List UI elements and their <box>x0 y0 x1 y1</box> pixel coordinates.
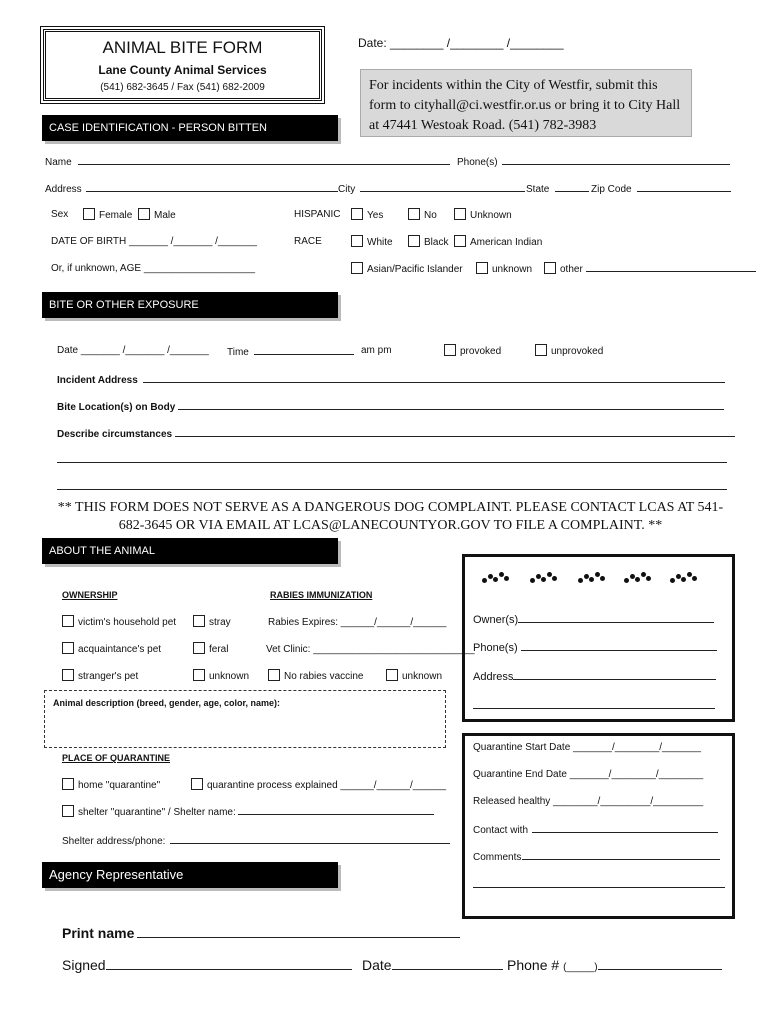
name-line[interactable] <box>78 155 450 165</box>
owner-field[interactable] <box>473 613 714 626</box>
paw-print-icon <box>530 572 556 586</box>
paw-print-icon <box>670 572 696 586</box>
bite-time-line[interactable] <box>254 345 354 355</box>
race-white-checkbox[interactable] <box>351 235 363 247</box>
incident-address-field[interactable] <box>57 373 725 386</box>
shelter-address-field[interactable] <box>62 834 450 847</box>
race-other-line[interactable] <box>586 262 756 272</box>
ownership-stray-checkbox[interactable] <box>193 615 205 627</box>
sex-female-checkbox[interactable] <box>83 208 95 220</box>
ownership-feral-label: feral <box>209 644 229 655</box>
dangerous-dog-warning: ** THIS FORM DOES NOT SERVE AS A DANGEROUS DOG COMPLAINT. PLEASE CONTACT LCAS AT 541-682-3645 OR VIA EMAIL AT LCAS@LANECOUNTYOR.GOV TO FILE A COMPLAINT. ** <box>57 500 724 533</box>
dob-field[interactable]: DATE OF BIRTH _______ /_______ /_______ <box>51 236 257 247</box>
address-field[interactable] <box>45 182 338 195</box>
owner-label: Owner(s) <box>473 614 519 626</box>
owner-phone-line[interactable] <box>521 641 717 651</box>
comments-field[interactable] <box>473 850 720 863</box>
owner-address-line[interactable] <box>513 670 716 680</box>
ownership-acquaintance-option[interactable] <box>62 642 161 655</box>
agency-contact: (541) 682-3645 / Fax (541) 682-2009 <box>100 82 265 93</box>
ownership-unknown-label: unknown <box>209 671 250 682</box>
signature-phone-field[interactable] <box>507 957 722 973</box>
bite-date-field[interactable]: Date _______ /_______ /_______ <box>57 345 209 356</box>
hispanic-no-label: No <box>424 210 437 221</box>
released-healthy-field[interactable]: Released healthy ________/_________/_________ <box>473 796 704 807</box>
paw-print-icon <box>578 572 604 586</box>
ownership-unknown-option[interactable] <box>193 669 249 682</box>
signature-phone-line[interactable] <box>598 957 722 970</box>
sex-male-label: Male <box>154 210 176 221</box>
owner-address-label: Address <box>473 671 514 683</box>
bite-location-field[interactable] <box>57 400 724 413</box>
quarantine-process-label: quarantine process explained ______/______/______ <box>207 780 447 791</box>
comments-line-2[interactable] <box>473 887 725 888</box>
contact-with-line[interactable] <box>532 823 718 833</box>
race-unknown-option[interactable] <box>476 262 532 275</box>
race-asian-checkbox[interactable] <box>351 262 363 274</box>
ownership-stray-option[interactable] <box>193 615 231 628</box>
ownership-stranger-checkbox[interactable] <box>62 669 74 681</box>
quarantine-process-option[interactable] <box>191 778 446 791</box>
rabies-expires-field[interactable]: Rabies Expires: ______/______/______ <box>268 617 447 628</box>
bite-location-line[interactable] <box>178 400 724 410</box>
paw-print-icon <box>482 572 508 586</box>
race-american-indian-label: American Indian <box>470 237 543 248</box>
signature-phone-area: (_____) <box>563 962 598 973</box>
hispanic-label: HISPANIC <box>294 209 341 220</box>
sex-female-label: Female <box>99 210 133 221</box>
owner-address-line-2[interactable] <box>473 708 715 709</box>
race-american-indian-checkbox[interactable] <box>454 235 466 247</box>
quarantine-shelter-label: shelter "quarantine" / Shelter name: <box>78 807 236 818</box>
circumstances-field[interactable] <box>57 427 735 440</box>
race-other-label: other <box>560 264 583 275</box>
am-pm-label[interactable]: am pm <box>361 345 392 356</box>
bite-location-label: Bite Location(s) on Body <box>57 402 176 413</box>
shelter-address-line[interactable] <box>170 834 450 844</box>
ownership-household-label: victim's household pet <box>78 617 177 628</box>
city-line[interactable] <box>360 182 525 192</box>
ownership-stranger-label: stranger's pet <box>78 671 139 682</box>
quarantine-shelter-checkbox[interactable] <box>62 805 74 817</box>
bite-time-field[interactable] <box>227 345 354 358</box>
rabies-unknown-checkbox[interactable] <box>386 669 398 681</box>
signed-field[interactable] <box>62 957 352 973</box>
provoked-label: provoked <box>460 346 502 357</box>
zip-field[interactable] <box>591 182 731 195</box>
age-field[interactable]: Or, if unknown, AGE ____________________ <box>51 263 256 274</box>
hispanic-unknown-checkbox[interactable] <box>454 208 466 220</box>
paw-print-icon <box>624 572 650 586</box>
animal-description-box[interactable] <box>44 690 446 748</box>
state-field[interactable] <box>526 182 589 195</box>
name-label: Name <box>45 157 72 168</box>
quarantine-home-checkbox[interactable] <box>62 778 74 790</box>
race-american-indian-option[interactable] <box>454 235 542 248</box>
state-line[interactable] <box>555 182 589 192</box>
ownership-feral-checkbox[interactable] <box>193 642 205 654</box>
signature-date-field[interactable] <box>362 957 503 973</box>
address-line[interactable] <box>86 182 338 192</box>
westfir-notice <box>360 69 692 137</box>
quarantine-title: PLACE OF QUARANTINE <box>62 753 170 763</box>
zip-line[interactable] <box>637 182 731 192</box>
provoked-option[interactable] <box>444 344 501 357</box>
quarantine-process-checkbox[interactable] <box>191 778 203 790</box>
race-label: RACE <box>294 236 322 247</box>
shelter-name-line[interactable] <box>238 805 434 815</box>
city-field[interactable] <box>338 182 525 195</box>
contact-with-label: Contact with <box>473 825 529 836</box>
quarantine-shelter-option[interactable] <box>62 805 434 818</box>
owner-phone-label: Phone(s) <box>473 642 518 654</box>
race-black-option[interactable] <box>408 235 448 248</box>
section-bite-exposure: BITE OR OTHER EXPOSURE <box>42 292 338 318</box>
shelter-address-label: Shelter address/phone: <box>62 836 166 847</box>
race-black-checkbox[interactable] <box>408 235 420 247</box>
no-rabies-vaccine-label: No rabies vaccine <box>284 671 364 682</box>
incident-address-line[interactable] <box>143 373 725 383</box>
zip-label: Zip Code <box>591 184 632 195</box>
print-name-line[interactable] <box>137 925 460 938</box>
contact-with-field[interactable] <box>473 823 718 836</box>
date-field[interactable]: Date: ________ /________ /________ <box>358 36 564 50</box>
quarantine-home-option[interactable] <box>62 778 160 791</box>
race-asian-label: Asian/Pacific Islander <box>367 264 463 275</box>
phone-line[interactable] <box>502 155 730 165</box>
hispanic-yes-label: Yes <box>367 210 384 221</box>
sex-label: Sex <box>51 209 69 220</box>
print-name-field[interactable] <box>62 925 460 941</box>
ownership-feral-option[interactable] <box>193 642 228 655</box>
incident-address-label: Incident Address <box>57 375 138 386</box>
hispanic-yes-option[interactable] <box>351 208 383 221</box>
circumstances-line[interactable] <box>175 427 735 437</box>
bite-time-label: Time <box>227 347 249 358</box>
westfir-notice-text: For incidents within the City of Westfir, submit this form to cityhall@ci.westfir.or.us or bring it to City Hall at 47441 Westoak Road. (541) 782-3983 <box>369 78 681 133</box>
ownership-acquaintance-checkbox[interactable] <box>62 642 74 654</box>
quarantine-home-label: home "quarantine" <box>78 780 161 791</box>
signature-date-line[interactable] <box>392 957 503 970</box>
sex-female-option[interactable] <box>83 208 132 221</box>
race-unknown-checkbox[interactable] <box>476 262 488 274</box>
comments-label: Comments <box>473 852 522 863</box>
race-white-option[interactable] <box>351 235 393 248</box>
animal-description-label: Animal description (breed, gender, age, color, name): <box>53 698 281 708</box>
provoked-checkbox[interactable] <box>444 344 456 356</box>
signed-label: Signed <box>62 957 106 973</box>
race-asian-option[interactable] <box>351 262 463 275</box>
print-name-label: Print name <box>62 925 135 941</box>
name-field[interactable] <box>45 155 450 168</box>
race-unknown-label: unknown <box>492 264 533 275</box>
rabies-unknown-option[interactable] <box>386 669 442 682</box>
sex-male-checkbox[interactable] <box>138 208 150 220</box>
circumstances-label: Describe circumstances <box>57 429 173 440</box>
race-white-label: White <box>367 237 393 248</box>
city-label: City <box>338 184 356 195</box>
unprovoked-label: unprovoked <box>551 346 604 357</box>
ownership-unknown-checkbox[interactable] <box>193 669 205 681</box>
owner-line[interactable] <box>518 613 714 623</box>
hispanic-unknown-option[interactable] <box>454 208 512 221</box>
form-title: ANIMAL BITE FORM <box>102 38 263 57</box>
section-about-animal: ABOUT THE ANIMAL <box>42 538 338 564</box>
circumstances-line-3[interactable] <box>57 489 727 490</box>
owner-address-field[interactable] <box>473 670 716 683</box>
ownership-acquaintance-label: acquaintance's pet <box>78 644 162 655</box>
sex-male-option[interactable] <box>138 208 176 221</box>
no-rabies-vaccine-checkbox[interactable] <box>268 669 280 681</box>
unprovoked-option[interactable] <box>535 344 603 357</box>
phone-field[interactable] <box>457 155 730 168</box>
signature-date-label: Date <box>362 957 392 973</box>
vet-clinic-field[interactable]: Vet Clinic: _____________________________ <box>266 644 475 655</box>
comments-line[interactable] <box>522 850 720 860</box>
ownership-title: OWNERSHIP <box>62 590 118 600</box>
rabies-title: RABIES IMMUNIZATION <box>270 590 373 600</box>
hispanic-no-option[interactable] <box>408 208 437 221</box>
signature-phone-label: Phone # <box>507 957 560 973</box>
quarantine-start-field[interactable]: Quarantine Start Date _______/________/_______ <box>473 742 701 753</box>
ownership-household-option[interactable] <box>62 615 176 628</box>
hispanic-no-checkbox[interactable] <box>408 208 420 220</box>
ownership-stranger-option[interactable] <box>62 669 138 682</box>
address-label: Address <box>45 184 82 195</box>
signed-line[interactable] <box>106 957 352 970</box>
ownership-household-checkbox[interactable] <box>62 615 74 627</box>
hispanic-yes-checkbox[interactable] <box>351 208 363 220</box>
ownership-stray-label: stray <box>209 617 231 628</box>
state-label: State <box>526 184 550 195</box>
section-agency-representative: Agency Representative <box>42 862 338 888</box>
race-other-checkbox[interactable] <box>544 262 556 274</box>
rabies-unknown-label: unknown <box>402 671 443 682</box>
race-black-label: Black <box>424 237 449 248</box>
circumstances-line-2[interactable] <box>57 462 727 463</box>
unprovoked-checkbox[interactable] <box>535 344 547 356</box>
agency-name: Lane County Animal Services <box>98 63 267 77</box>
owner-phone-field[interactable] <box>473 641 717 654</box>
quarantine-end-field[interactable]: Quarantine End Date _______/________/________ <box>473 769 704 780</box>
section-case-identification: CASE IDENTIFICATION - PERSON BITTEN <box>42 115 338 141</box>
phone-label: Phone(s) <box>457 157 498 168</box>
race-other-option[interactable] <box>544 262 756 275</box>
hispanic-unknown-label: Unknown <box>470 210 512 221</box>
no-rabies-vaccine-option[interactable] <box>268 669 363 682</box>
